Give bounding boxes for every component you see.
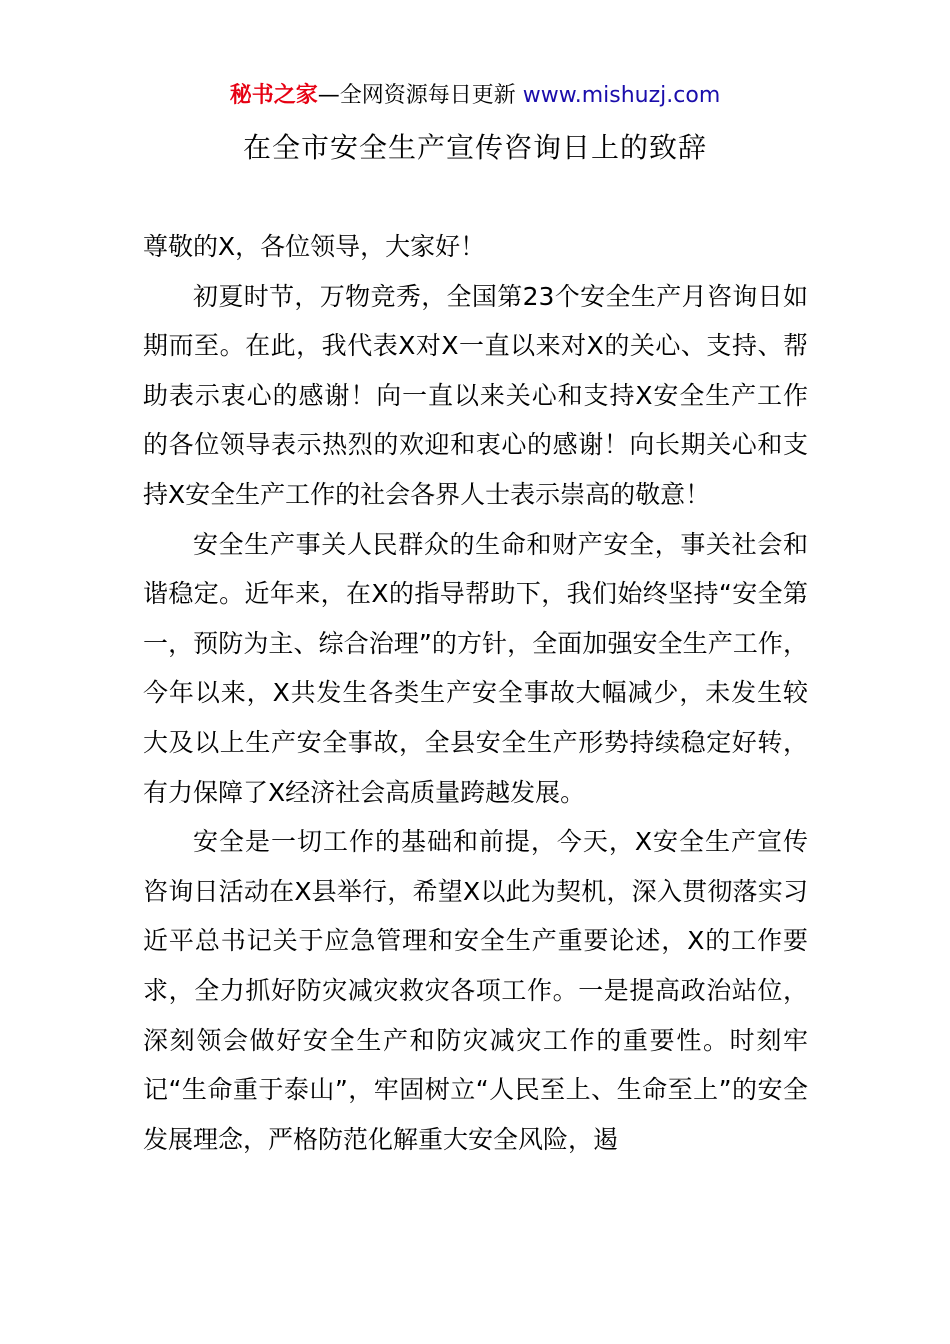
salutation: 尊敬的X，各位领导，大家好！ [143,232,486,261]
paragraph-1: 初夏时节，万物竞秀，全国第23个安全生产月咨询日如期而至。在此，我代表X对X一直以来对X的关心、支持、帮助表示衷心的感谢！向一直以来关心和支持X安全生产工作的各位领导表示热烈的欢迎和衷心的感谢！向长期关心和支持X安全生产工作的社会各界人士表示崇高的敬意！ [143,281,808,509]
document-title: 在全市安全生产宣传咨询日上的致辞 [242,131,707,164]
site-url-link[interactable]: www.mishuzj.com [522,83,721,108]
paragraph-2: 安全生产事关人民群众的生命和财产安全，事关社会和谐稳定。近年来，在X的指导帮助下，我们始终坚持“安全第一，预防为主、综合治理”的方针，全面加强安全生产工作，今年以来，X共发生各类生产安全事故大幅减少，未发生较大及以上生产安全事故，全县安全生产形势持续稳定好转，有力保障了X经济社会高质量跨越发展。 [143,529,808,807]
site-brand: 秘书之家 [229,83,318,108]
site-tagline: —全网资源每日更新 [317,83,523,108]
document-body [143,222,808,1164]
site-header [0,78,950,114]
paragraph-3: 安全是一切工作的基础和前提，今天，X安全生产宣传咨询日活动在X县举行，希望X以此为契机，深入贯彻落实习近平总书记关于应急管理和安全生产重要论述，X的工作要求，全力抓好防灾减灾救灾各项工作。一是提高政治站位，深刻领会做好安全生产和防灾减灾工作的重要性。时刻牢记“生命重于泰山”，牢固树立“人民至上、生命至上”的安全发展理念，严格防范化解重大安全风险，遏 [143,827,808,1154]
